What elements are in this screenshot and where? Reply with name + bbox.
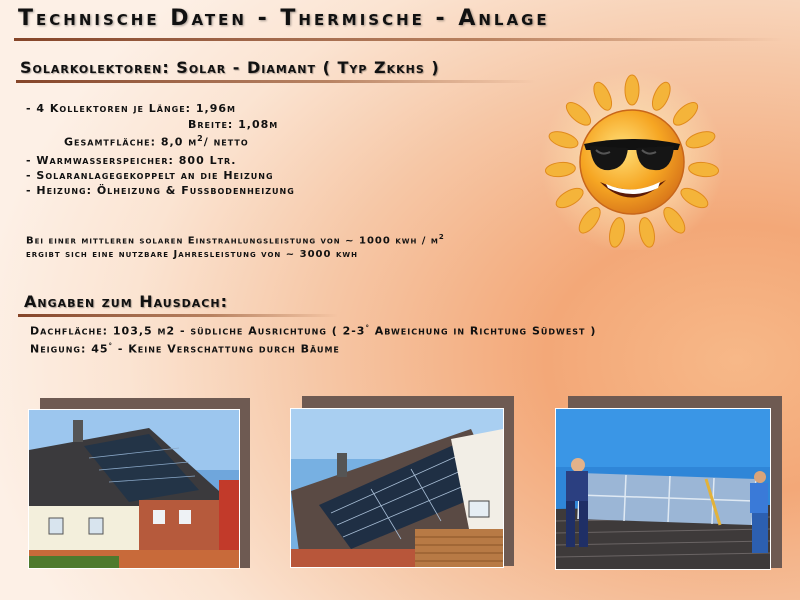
- page-title: Technische Daten - Thermische - Anlage: [18, 6, 550, 31]
- spec-total-area-sup: 2: [197, 134, 204, 143]
- title-rule: [14, 38, 784, 41]
- roof-heading-rule: [18, 314, 338, 317]
- roof-area-text: Dachfläche: 103,5 m2 - südliche Ausrichtung ( 2-3: [30, 324, 366, 338]
- yield-text: [26, 230, 445, 262]
- roof-work-photo: [555, 408, 771, 570]
- spec-coupling: - Solaranlagegekoppelt an die Heizung: [26, 169, 274, 182]
- sun-mascot-icon: [540, 60, 730, 254]
- yield-line-1: [26, 230, 445, 248]
- house-photo-2: [290, 408, 504, 568]
- roof-area-sup: °: [365, 324, 370, 332]
- roof-area-suffix: Abweichung in Richtung Südwest ): [374, 324, 597, 338]
- house-photo-1: [28, 409, 240, 569]
- spec-total-area: [64, 134, 249, 149]
- spec-total-area-suffix: / netto: [203, 135, 249, 149]
- spec-heating: - Heizung: Ölheizung & Fussbodenheizung: [26, 184, 295, 197]
- collector-heading: Solarkolektoren: Solar - Diamant ( Typ Zkkhs ): [20, 58, 440, 77]
- roof-pitch-suffix: - Keine Verschattung durch Bäume: [117, 342, 340, 356]
- yield-line-2: ergibt sich eine nutzbare Jahresleistung von ~ 3000 kwh: [26, 249, 358, 261]
- spec-width: Breite: 1,08m: [188, 118, 279, 131]
- yield-line-1-text: Bei einer mittleren solaren Einstrahlungsleistung von ~ 1000 kwh / m: [26, 235, 439, 247]
- roof-area: [30, 324, 596, 338]
- spec-total-area-value: Gesamtfläche: 8,0 m: [64, 135, 198, 149]
- spec-collectors: - 4 Kollektoren je Länge: 1,96m: [26, 102, 236, 115]
- roof-pitch-sup: °: [108, 342, 114, 350]
- collector-heading-rule: [16, 80, 536, 83]
- roof-pitch: [30, 342, 340, 356]
- roof-heading: Angaben zum Hausdach:: [24, 292, 228, 311]
- roof-pitch-text: Neigung: 45: [30, 342, 109, 356]
- spec-storage: - Warmwasserspeicher: 800 Ltr.: [26, 154, 237, 167]
- yield-line-1-sup: 2: [438, 233, 445, 241]
